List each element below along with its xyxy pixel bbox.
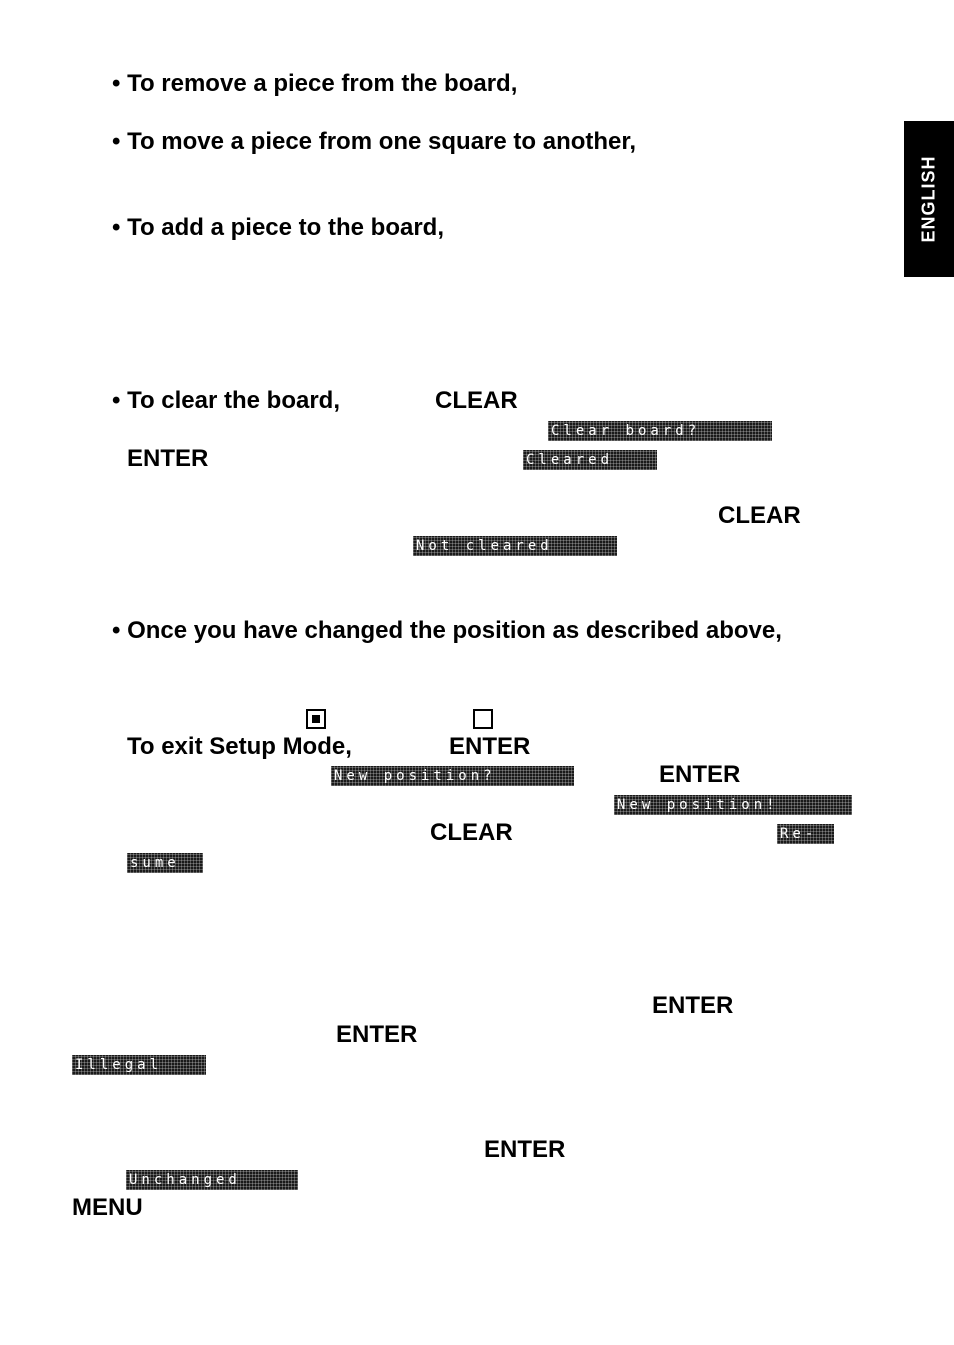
add-piece-line: • To add a piece to the board,	[112, 214, 444, 241]
clear-key-label-2: CLEAR	[718, 502, 801, 529]
filled-square-icon	[306, 709, 326, 729]
display-cleared: Cleared	[523, 450, 657, 470]
menu-key-label: MENU	[72, 1194, 143, 1221]
display-unchanged: Unchanged	[126, 1170, 298, 1190]
display-sume: sume	[127, 853, 203, 873]
display-new-position-question: New position?	[331, 766, 574, 786]
clear-key-label: CLEAR	[435, 387, 518, 414]
clear-board-line: • To clear the board,	[112, 387, 340, 414]
language-tab-label: ENGLISH	[918, 155, 939, 243]
empty-square-icon	[473, 709, 493, 729]
language-tab	[904, 121, 954, 277]
enter-key-label-6: ENTER	[484, 1136, 566, 1163]
display-illegal: Illegal	[72, 1055, 206, 1075]
enter-key-label-2: ENTER	[449, 733, 531, 760]
enter-key-label-4: ENTER	[652, 992, 734, 1019]
enter-key-label-5: ENTER	[336, 1021, 418, 1048]
display-re: Re-	[777, 824, 834, 844]
clear-key-label-3: CLEAR	[430, 819, 513, 846]
display-clear-board: Clear board?	[548, 421, 772, 441]
position-changed-line: • Once you have changed the position as described above,	[112, 617, 782, 644]
move-piece-line: • To move a piece from one square to another,	[112, 128, 637, 155]
enter-key-label: ENTER	[127, 445, 209, 472]
remove-piece-line: • To remove a piece from the board,	[112, 70, 518, 97]
enter-key-label-3: ENTER	[659, 761, 741, 788]
display-new-position-exclaim: New position!	[614, 795, 852, 815]
exit-setup-line: To exit Setup Mode,	[127, 733, 352, 760]
display-not-cleared: Not cleared	[413, 536, 617, 556]
